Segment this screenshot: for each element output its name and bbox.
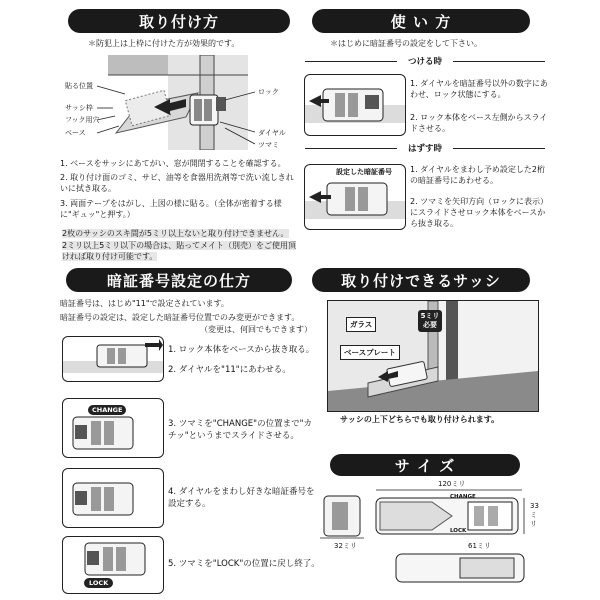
attach-step-1: 1. ダイヤルを暗証番号以外の数字にあわせ、ロック状態にする。 (410, 79, 548, 99)
pin-step-3: 3. ツマミを"CHANGE"の位置まで"カチッ"というまでスライドさせる。 (168, 419, 312, 441)
label-dial: ダイヤル (258, 129, 286, 137)
size-height: 33ミリ (530, 502, 539, 528)
change-badge: CHANGE (88, 405, 126, 415)
install-step-2: 2. 取り付け面のゴミ、サビ、油等を食器用洗剤等で洗い流しきれいに拭き取る。 (60, 173, 294, 193)
sash-gap-badge: 5ミリ必要 (418, 310, 442, 332)
size-width-body: 61ミリ (468, 542, 491, 550)
pin-step-2: 2. ダイヤルを"11"にあわせる。 (168, 365, 291, 375)
label-base: ベース (65, 129, 86, 137)
install-step-1: 1. ベースをサッシにあてがい、窓が開閉することを確認する。 (60, 159, 286, 168)
install-warning-2 (62, 240, 302, 262)
sash-glass-label: ガラス (346, 317, 376, 332)
detach-arrow-label: 設定した暗証番号 (336, 168, 392, 176)
lock-badge: LOCK (84, 578, 113, 588)
install-warning-1-text: 2枚のサッシのスキ間が5ミリ以上ないと取り付けできません。 (62, 229, 289, 238)
label-hook-hole: フック用穴 (65, 116, 100, 124)
pin-illustration-1 (62, 336, 164, 382)
detach-step-2: 2. ツマミを矢印方向（ロックに表示）にスライドさせロック本体をベースから抜き取る。 (410, 197, 549, 228)
pin-intro-2: 暗証番号の設定は、設定した暗証番号位置でのみ変更ができます。 (60, 313, 300, 322)
pin-title: 暗証番号設定の仕方 (66, 268, 292, 292)
sash-title: 取り付けできるサッシ (312, 268, 530, 292)
usage-title: 使 い 方 (312, 9, 530, 33)
detach-subheader (305, 142, 545, 156)
size-change-mark: CHANGE (450, 494, 476, 500)
pin-illustration-3 (62, 468, 164, 528)
install-note: ＊防犯上は上枠に付けた方が効果的です。 (88, 39, 240, 48)
label-paste-position: 貼る位置 (65, 82, 93, 90)
install-title: 取り付け方 (68, 9, 290, 33)
sash-caption: サッシの上下どちらでも取り付けられます。 (340, 415, 500, 424)
pin-illustration-4 (62, 536, 164, 594)
attach-subheader (305, 55, 545, 69)
pin-step-5: 5. ツマミを"LOCK"の位置に戻し終了。 (168, 559, 320, 569)
attach-step-2: 2. ロック本体をベース左側からスライドさせる。 (410, 113, 548, 133)
size-title: サ イ ズ (330, 454, 520, 476)
pin-step-4: 4. ダイヤルをまわし好きな暗証番号を設定する。 (168, 487, 315, 509)
pin-intro-3: （変更は、何回でもできます） (200, 325, 312, 334)
size-depth: 32ミリ (334, 542, 357, 550)
detach-title: はずす時 (407, 144, 442, 154)
pin-step-1: 1. ロック本体をベースから抜き取る。 (168, 345, 315, 355)
label-sash-frame: サッシ枠 (65, 104, 93, 112)
install-warning-1 (62, 228, 302, 239)
install-step-3: 3. 両面テープをはがし、上図の様に貼る。（全体が密着する様に"ギュッ"と押す。） (60, 199, 282, 219)
size-side-view (320, 492, 366, 540)
attach-title: つける時 (407, 57, 442, 67)
install-warning-2-text: 2ミリ以上5ミリ以下の場合は、貼ってメイト（別売）をご使用頂ければ取り付け可能です。 (62, 241, 297, 261)
pin-intro-1: 暗証番号は、はじめ"11"で設定されています。 (60, 299, 229, 308)
label-knob: ツマミ (258, 141, 279, 149)
size-lock-mark: LOCK (450, 528, 467, 534)
usage-note: ＊はじめに暗証番号の設定をして下さい。 (330, 39, 482, 48)
size-bottom-view (390, 550, 530, 588)
sash-base-plate-label: ベースプレート (340, 345, 400, 360)
label-lock: ロック (258, 88, 279, 96)
size-width-total: 120ミリ (438, 480, 466, 488)
attach-illustration (304, 74, 406, 136)
install-leader-lines (95, 80, 265, 150)
detach-step-1: 1. ダイヤルをまわし予め設定した2桁の暗証番号にあわせる。 (410, 165, 546, 185)
